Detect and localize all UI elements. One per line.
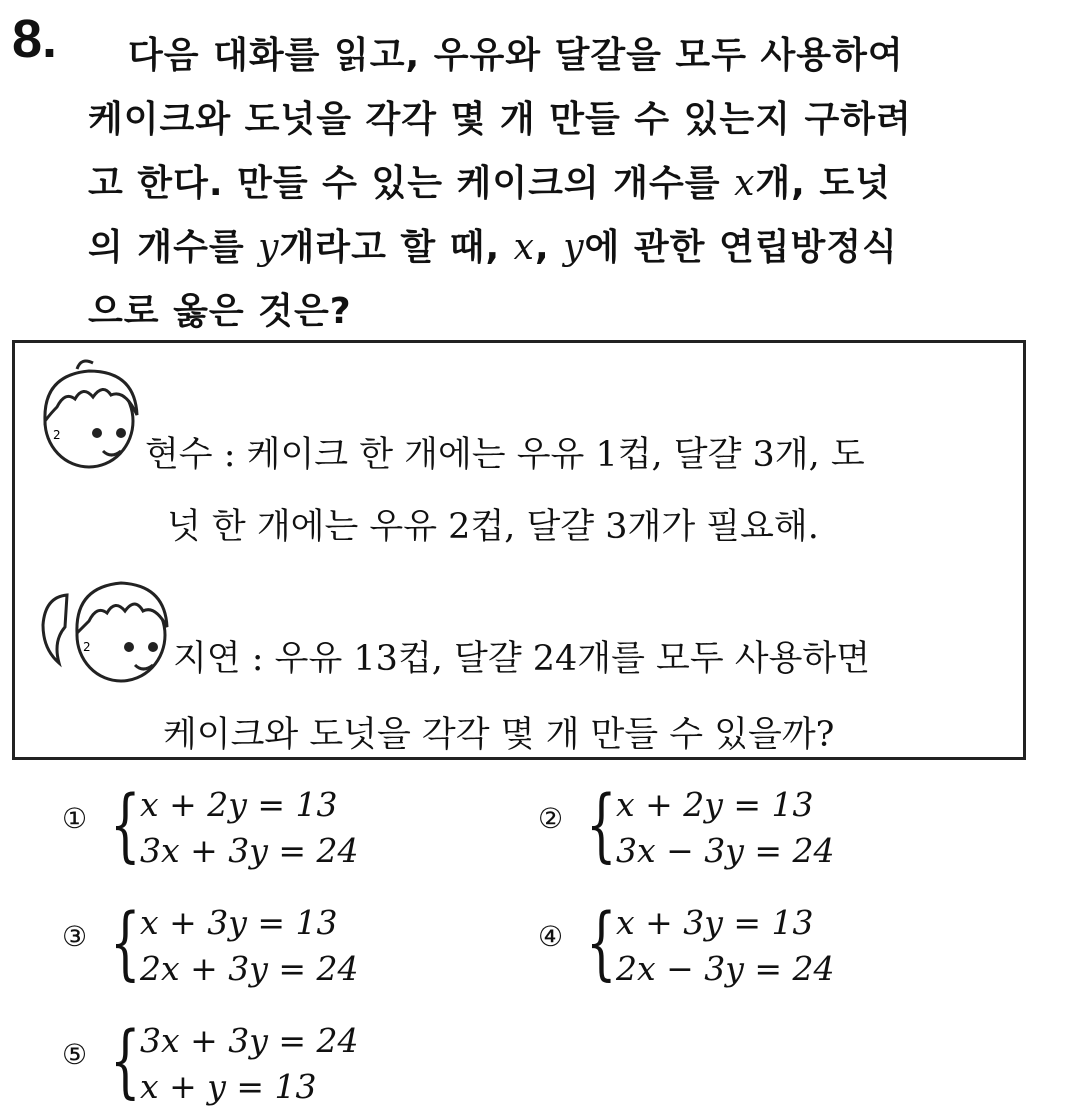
jiyeon-line-2: 케이크와 도넛을 각각 몇 개 만들 수 있을까? bbox=[163, 715, 835, 755]
stem-line-4-text: 의 개수를 bbox=[88, 227, 259, 268]
choice-4-mark: ④ bbox=[538, 920, 564, 953]
girl-face-icon bbox=[37, 565, 177, 689]
stem-line-4-mid: 개라고 할 때, bbox=[279, 227, 514, 268]
choice-2-eq-1: x + 2y = 13 bbox=[616, 785, 814, 824]
hyunsu-line-2: 넛 한 개에는 우유 2컵, 달걀 3개가 필요해. bbox=[167, 507, 819, 547]
dialogue-box bbox=[12, 340, 1026, 760]
stem-line-3 bbox=[88, 152, 1048, 216]
choice-1-eq-2: 3x + 3y = 24 bbox=[140, 831, 359, 870]
choice-2-eq-2: 3x − 3y = 24 bbox=[616, 831, 835, 870]
variable-y-2: y bbox=[563, 227, 585, 268]
brace-icon: { bbox=[586, 778, 617, 871]
choice-3-eq-2: 2x + 3y = 24 bbox=[140, 949, 359, 988]
choice-2-mark: ② bbox=[538, 802, 564, 835]
question-number: 8. bbox=[12, 9, 58, 69]
stem-line-4-sep: , bbox=[534, 227, 564, 268]
brace-icon: { bbox=[586, 896, 617, 989]
stem-line-5: 으로 옳은 것은? bbox=[88, 291, 352, 332]
stem-line-2: 케이크와 도넛을 각각 몇 개 만들 수 있는지 구하려 bbox=[88, 99, 912, 140]
question-stem bbox=[88, 24, 1048, 344]
stem-line-3-tail: 개, 도넛 bbox=[755, 163, 891, 204]
boy-face-icon bbox=[37, 355, 149, 475]
stem-line-3-text: 고 한다. 만들 수 있는 케이크의 개수를 bbox=[88, 163, 735, 204]
variable-x-2: x bbox=[513, 227, 535, 268]
choice-3-mark: ③ bbox=[62, 920, 88, 953]
stem-line-1: 다음 대화를 읽고, 우유와 달갈을 모두 사용하여 bbox=[128, 35, 904, 76]
choice-3-eq-1: x + 3y = 13 bbox=[140, 903, 338, 942]
brace-icon: { bbox=[110, 1014, 141, 1107]
choice-4-eq-2: 2x − 3y = 24 bbox=[616, 949, 835, 988]
choice-4-eq-1: x + 3y = 13 bbox=[616, 903, 814, 942]
hyunsu-line-1: 현수 : 케이크 한 개에는 우유 1컵, 달걀 3개, 도 bbox=[145, 435, 865, 475]
svg-text:2: 2 bbox=[53, 428, 61, 442]
brace-icon: { bbox=[110, 778, 141, 871]
choice-1-eq-1: x + 2y = 13 bbox=[140, 785, 338, 824]
choice-5-eq-1: 3x + 3y = 24 bbox=[140, 1021, 359, 1060]
svg-text:2: 2 bbox=[83, 640, 91, 654]
stem-line-4 bbox=[88, 216, 1048, 280]
choice-5-eq-2: x + y = 13 bbox=[140, 1067, 317, 1106]
variable-y: y bbox=[258, 227, 280, 268]
stem-line-4-tail: 에 관한 연립방정식 bbox=[584, 227, 898, 268]
brace-icon: { bbox=[110, 896, 141, 989]
jiyeon-line-1: 지연 : 우유 13컵, 달걀 24개를 모두 사용하면 bbox=[173, 639, 871, 679]
choice-5-mark: ⑤ bbox=[62, 1038, 88, 1071]
variable-x: x bbox=[734, 163, 756, 204]
choice-1-mark: ① bbox=[62, 802, 88, 835]
